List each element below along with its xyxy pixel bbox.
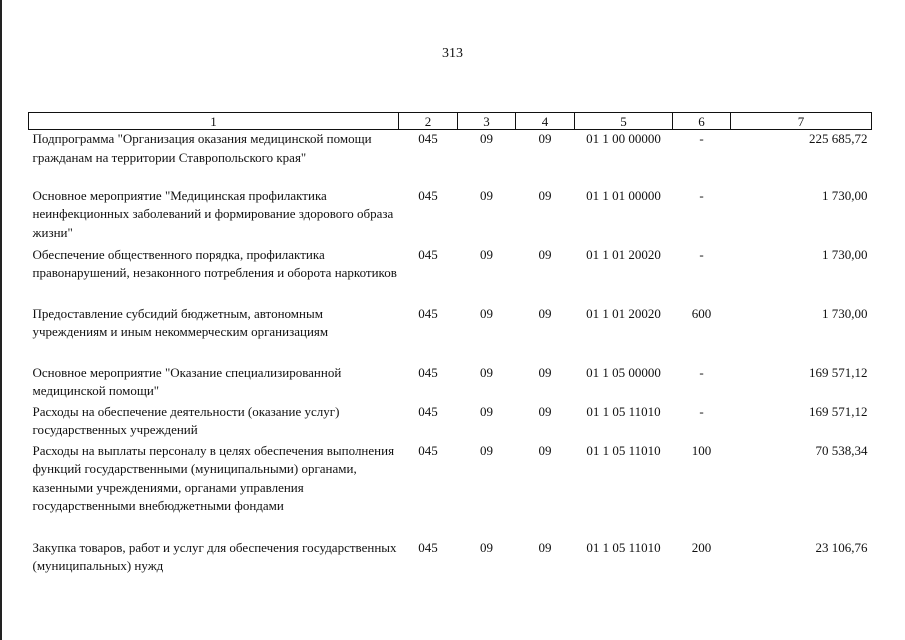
row-target: 01 1 01 00000 (586, 187, 661, 203)
table-row (29, 403, 872, 442)
row-code: 045 (418, 539, 438, 555)
row-amount: 1 730,00 (822, 305, 868, 321)
row-expense-type: - (699, 131, 704, 146)
table-row (29, 442, 872, 539)
row-expense-type: - (699, 364, 704, 380)
row-subsection: 09 (538, 442, 552, 458)
row-target: 01 1 05 00000 (586, 364, 661, 380)
row-amount: 1 730,00 (822, 187, 868, 203)
column-header-5: 5 (575, 113, 673, 130)
table-row (29, 130, 872, 187)
row-code: 045 (418, 187, 438, 203)
row-section: 09 (480, 246, 493, 262)
row-section: 09 (480, 187, 493, 203)
table-row (29, 187, 872, 246)
row-subsection: 09 (538, 539, 552, 555)
row-name: Основное мероприятие "Медицинская профилактика неинфекционных заболеваний и формирование здорового образа жизни" (32, 187, 394, 240)
budget-table (28, 112, 872, 579)
page-number: 313 (442, 46, 463, 61)
column-header-6: 6 (673, 113, 731, 130)
row-name: Закупка товаров, работ и услуг для обеспечения государственных (муниципальных) нужд (32, 539, 397, 573)
row-target: 01 1 01 20020 (586, 246, 661, 262)
row-amount: 70 538,34 (815, 442, 868, 458)
column-header-4: 4 (516, 113, 575, 130)
row-expense-type: - (699, 403, 704, 419)
row-code: 045 (418, 131, 438, 146)
row-target: 01 1 05 11010 (586, 442, 661, 458)
row-amount: 225 685,72 (809, 131, 868, 146)
row-code: 045 (418, 246, 438, 262)
row-section: 09 (480, 364, 493, 380)
row-name: Расходы на выплаты персоналу в целях обеспечения выполнения функций государственными (муниципальными) органами, казенными учреждениями, органами управления государственными внебюджетными фондами (32, 442, 395, 513)
row-section: 09 (480, 442, 493, 458)
column-header-1: 1 (29, 113, 399, 130)
row-code: 045 (418, 403, 438, 419)
row-code: 045 (418, 364, 438, 380)
row-code: 045 (418, 305, 438, 321)
row-subsection: 09 (538, 187, 552, 203)
row-name: Основное мероприятие "Оказание специализированной медицинской помощи" (32, 364, 342, 398)
row-name: Расходы на обеспечение деятельности (оказание услуг) государственных учреждений (32, 403, 340, 437)
row-code: 045 (418, 442, 438, 458)
row-name: Подпрограмма "Организация оказания медицинской помощи гражданам на территории Ставропольского края" (32, 131, 372, 165)
row-section: 09 (480, 403, 493, 419)
row-target: 01 1 05 11010 (586, 539, 661, 555)
row-section: 09 (480, 539, 493, 555)
row-amount: 169 571,12 (809, 364, 868, 380)
row-subsection: 09 (538, 131, 552, 146)
table-row (29, 364, 872, 403)
table-header-row (29, 113, 872, 130)
row-name: Предоставление субсидий бюджетным, автономным учреждениям и иным некоммерческим организациям (32, 305, 329, 339)
row-amount: 169 571,12 (809, 403, 868, 419)
row-target: 01 1 05 11010 (586, 403, 661, 419)
row-subsection: 09 (538, 246, 552, 262)
row-amount: 23 106,76 (815, 539, 868, 555)
row-expense-type: - (699, 246, 704, 262)
row-expense-type: 600 (691, 305, 712, 321)
row-subsection: 09 (538, 305, 552, 321)
column-header-3: 3 (458, 113, 516, 130)
page-left-border (0, 0, 2, 640)
table-row (29, 305, 872, 364)
row-subsection: 09 (538, 403, 552, 419)
row-expense-type: - (699, 187, 704, 203)
row-target: 01 1 00 00000 (586, 131, 661, 146)
row-amount: 1 730,00 (822, 246, 868, 262)
column-header-7: 7 (731, 113, 872, 130)
row-subsection: 09 (538, 364, 552, 380)
table-row (29, 539, 872, 579)
row-name: Обеспечение общественного порядка, профилактика правонарушений, незаконного потребления и оборота наркотиков (32, 246, 397, 280)
row-section: 09 (480, 305, 493, 321)
table-row (29, 246, 872, 305)
row-expense-type: 100 (691, 442, 712, 458)
row-target: 01 1 01 20020 (586, 305, 661, 321)
row-section: 09 (480, 131, 493, 146)
column-header-2: 2 (399, 113, 458, 130)
row-expense-type: 200 (691, 539, 712, 555)
